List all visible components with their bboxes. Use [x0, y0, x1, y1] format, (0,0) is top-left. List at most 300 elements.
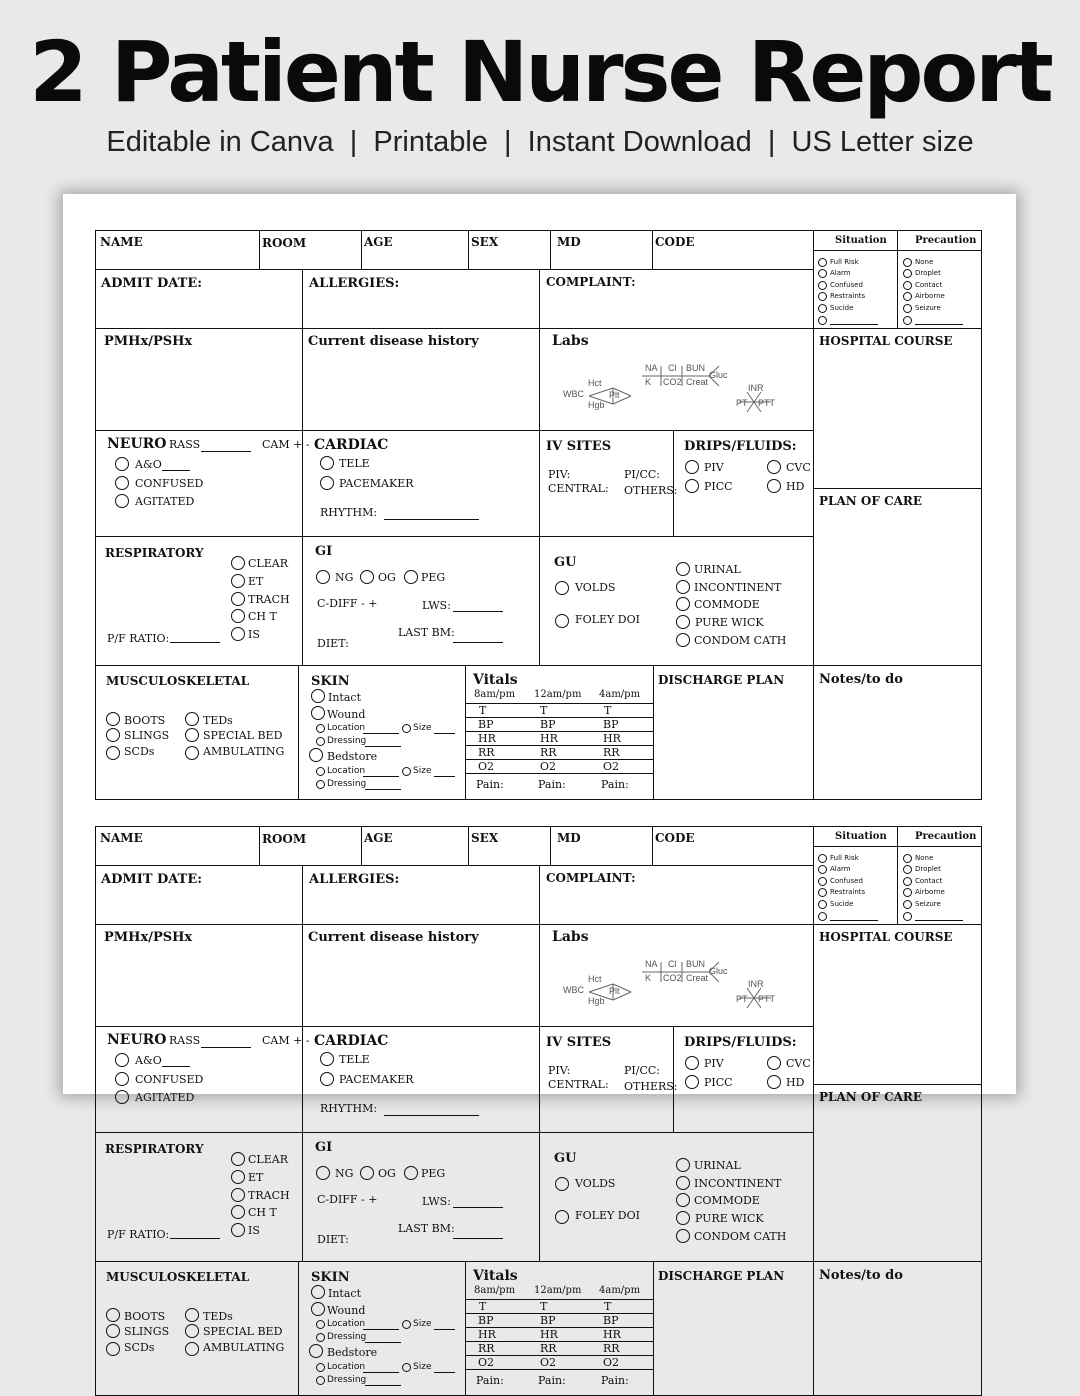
musculo-option: AMBULATING [203, 1341, 285, 1354]
hospital-course-label: HOSPITAL COURSE [819, 334, 953, 348]
wound-dressing-label: Dressing [327, 1332, 367, 1342]
drips-option: PIV [704, 461, 724, 474]
bedstore-size-label: Size [413, 1362, 432, 1372]
vitals-o2[interactable]: O2 [603, 1356, 620, 1369]
musculoskeletal-label: MUSCULOSKELETAL [106, 1270, 250, 1284]
vitals-o2[interactable]: O2 [478, 1356, 495, 1369]
musculo-special-bed-radio[interactable] [185, 728, 199, 742]
gu-option: INCONTINENT [694, 1177, 782, 1190]
drips-picc-radio[interactable] [685, 1075, 699, 1089]
vitals-rr[interactable]: RR [603, 746, 620, 759]
gi-option: OG [378, 1167, 396, 1180]
rass-field[interactable] [201, 1047, 251, 1048]
vitals-row-line [465, 1299, 654, 1300]
page-title: 2 Patient Nurse Report [29, 23, 1051, 121]
resp-clear-radio[interactable] [231, 1152, 245, 1166]
bedstore-size-radio[interactable] [402, 767, 411, 776]
vitals-time: 8am/pm [474, 1285, 516, 1296]
musculo-scds-radio[interactable] [106, 1342, 120, 1356]
musculo-slings-radio[interactable] [106, 728, 120, 742]
precaution-radio-other[interactable] [903, 912, 912, 921]
precaution-radio[interactable] [903, 865, 912, 874]
gi-label: GI [315, 1140, 333, 1155]
cam-label: CAM + - [262, 1034, 310, 1047]
bedstore-location-radio[interactable] [316, 767, 325, 776]
precaution-radio[interactable] [903, 888, 912, 897]
gu-option: URINAL [694, 563, 741, 576]
diet-label: DIET: [317, 1233, 349, 1246]
situation-radio[interactable] [818, 865, 827, 874]
musculo-option: SCDs [124, 1341, 155, 1354]
bedstore-location-label: Location [327, 1362, 366, 1372]
situation-radio-other[interactable] [818, 912, 827, 921]
name-label: NAME [100, 831, 143, 845]
drips-option: PIV [704, 1057, 724, 1070]
vitals-rr[interactable]: RR [540, 1342, 557, 1355]
complaint-label: COMPLAINT: [546, 275, 636, 289]
vitals-rr[interactable]: RR [603, 1342, 620, 1355]
code-label: CODE [655, 235, 695, 249]
precaution-other-line[interactable] [915, 324, 963, 325]
wound-size-radio[interactable] [402, 1320, 411, 1329]
wound-size-radio[interactable] [402, 724, 411, 733]
lab-bun: BUN [686, 363, 706, 373]
vitals-label: Vitals [473, 1268, 518, 1284]
cardiac-label: CARDIAC [314, 437, 389, 453]
vitals-pain[interactable]: Pain: [601, 1374, 629, 1387]
gu-foley-radio[interactable] [555, 1210, 569, 1224]
skin-bedstore-label: Bedstore [327, 750, 378, 763]
respiratory-label: RESPIRATORY [105, 546, 204, 560]
skin-intact-radio[interactable] [311, 689, 325, 703]
drips-piv-radio[interactable] [685, 1056, 699, 1070]
piv-label: PIV: [548, 468, 571, 481]
hospital-course-label: HOSPITAL COURSE [819, 930, 953, 944]
drips-option: HD [786, 1076, 805, 1089]
skin-wound-radio[interactable] [311, 706, 325, 720]
situation-radio[interactable] [818, 877, 827, 886]
neuro-confused-radio[interactable] [115, 1072, 129, 1086]
vitals-rr[interactable]: RR [478, 746, 495, 759]
bedstore-dressing-field[interactable] [365, 789, 401, 790]
vitals-row-line [465, 1369, 654, 1370]
situation-radio[interactable] [818, 854, 827, 863]
labs-label: Labs [552, 929, 589, 945]
precaution-other-line[interactable] [915, 920, 963, 921]
gi-og-radio[interactable] [360, 1166, 374, 1180]
wound-location-radio[interactable] [316, 1320, 325, 1329]
cdiff-label: C-DIFF - + [317, 1193, 378, 1206]
musculo-boots-radio[interactable] [106, 1308, 120, 1322]
notes-label: Notes/to do [819, 1268, 903, 1283]
drips-option: PICC [704, 1076, 733, 1089]
vitals-rr[interactable]: RR [540, 746, 557, 759]
allergies-label: ALLERGIES: [309, 276, 400, 291]
situation-radio[interactable] [818, 304, 827, 313]
gi-option: PEG [421, 1167, 446, 1180]
cam-label: CAM + - [262, 438, 310, 451]
lab-na: NA [645, 959, 658, 969]
drips-cvc-radio[interactable] [767, 1056, 781, 1070]
situation-option: Full Risk [830, 258, 859, 266]
gu-incontinent-radio[interactable] [676, 1176, 690, 1190]
gu-label: GU [554, 1151, 577, 1166]
cardiac-pacemaker-radio[interactable] [320, 476, 334, 490]
lws-label: LWS: [422, 599, 451, 612]
precaution-radio[interactable] [903, 269, 912, 278]
skin-wound-label: Wound [327, 1304, 366, 1317]
diet-label: DIET: [317, 637, 349, 650]
vitals-bp[interactable]: BP [540, 718, 556, 731]
drips-label: DRIPS/FLUIDS: [684, 1035, 797, 1050]
gi-og-radio[interactable] [360, 570, 374, 584]
precaution-radio[interactable] [903, 304, 912, 313]
musculoskeletal-label: MUSCULOSKELETAL [106, 674, 250, 688]
resp-trach-radio[interactable] [231, 1188, 245, 1202]
gu-option: PURE WICK [695, 1212, 764, 1225]
vitals-t[interactable]: T [604, 1300, 612, 1313]
lab-k: K [645, 973, 652, 983]
wound-size-label: Size [413, 723, 432, 733]
musculo-ambulating-radio[interactable] [185, 746, 199, 760]
vitals-t[interactable]: T [540, 704, 548, 717]
cardiac-pacemaker-radio[interactable] [320, 1072, 334, 1086]
cardiac-option: TELE [339, 1053, 370, 1066]
plan-of-care-cell[interactable] [813, 488, 982, 666]
precaution-option: Droplet [915, 865, 941, 873]
lab-pt: PT [736, 398, 748, 408]
skin-bedstore-radio[interactable] [309, 1344, 323, 1358]
central-label: CENTRAL: [548, 482, 609, 495]
wound-size-field[interactable] [434, 1329, 455, 1330]
situation-title: Situation [835, 235, 887, 246]
lab-creat: Creat [686, 973, 709, 983]
resp-cht-radio[interactable] [231, 1205, 245, 1219]
gu-condom-cath-radio[interactable] [676, 633, 690, 647]
vitals-hr[interactable]: HR [478, 1328, 496, 1341]
lws-field[interactable] [453, 611, 503, 612]
skin-label: SKIN [311, 1270, 350, 1285]
resp-option: CH T [248, 1206, 277, 1219]
vitals-hr[interactable]: HR [478, 732, 496, 745]
precaution-option: Airborne [915, 292, 945, 300]
lab-creat: Creat [686, 377, 709, 387]
resp-option: TRACH [248, 1189, 290, 1202]
musculo-teds-radio[interactable] [185, 712, 199, 726]
resp-option: ET [248, 575, 264, 588]
situation-radio[interactable] [818, 258, 827, 267]
complaint-label: COMPLAINT: [546, 871, 636, 885]
gu-condom-cath-radio[interactable] [676, 1229, 690, 1243]
skin-intact-label: Intact [328, 691, 361, 704]
neuro-ao-radio[interactable] [115, 457, 129, 471]
gu-volds-radio[interactable] [555, 1177, 569, 1191]
wound-dressing-field[interactable] [365, 1342, 401, 1343]
bedstore-dressing-label: Dressing [327, 1375, 367, 1385]
musculo-special-bed-radio[interactable] [185, 1324, 199, 1338]
precaution-radio[interactable] [903, 900, 912, 909]
gu-option: PURE WICK [695, 616, 764, 629]
precaution-radio[interactable] [903, 854, 912, 863]
bedstore-location-field[interactable] [363, 776, 399, 777]
bedstore-dressing-radio[interactable] [316, 1376, 325, 1385]
lab-hgb: Hgb [588, 400, 605, 410]
vitals-pain[interactable]: Pain: [538, 1374, 566, 1387]
situation-option: Full Risk [830, 854, 859, 862]
vitals-hr[interactable]: HR [540, 1328, 558, 1341]
gi-option: PEG [421, 571, 446, 584]
situation-radio[interactable] [818, 900, 827, 909]
discharge-plan-label: DISCHARGE PLAN [658, 673, 785, 687]
lab-cl: Cl [668, 363, 677, 373]
vitals-t[interactable]: T [540, 1300, 548, 1313]
cardiac-tele-radio[interactable] [320, 456, 334, 470]
vitals-time: 12am/pm [534, 689, 582, 700]
drips-cvc-radio[interactable] [767, 460, 781, 474]
lws-field[interactable] [453, 1207, 503, 1208]
situation-radio[interactable] [818, 269, 827, 278]
lab-inr: INR [748, 383, 764, 393]
vitals-bp[interactable]: BP [603, 1314, 619, 1327]
situation-option: Sucide [830, 304, 854, 312]
bedstore-size-field[interactable] [434, 776, 455, 777]
resp-et-radio[interactable] [231, 1170, 245, 1184]
vitals-pain[interactable]: Pain: [476, 778, 504, 791]
drips-option: HD [786, 480, 805, 493]
drips-hd-radio[interactable] [767, 479, 781, 493]
cardiac-tele-radio[interactable] [320, 1052, 334, 1066]
gu-purewick-radio[interactable] [676, 1211, 690, 1225]
precaution-radio-other[interactable] [903, 316, 912, 325]
lab-gluc: Gluc [709, 370, 728, 380]
bedstore-size-radio[interactable] [402, 1363, 411, 1372]
rhythm-field[interactable] [384, 519, 479, 520]
precaution-option: None [915, 854, 934, 862]
neuro-label: NEURO [107, 1032, 167, 1048]
ao-field[interactable] [162, 1066, 190, 1067]
situation-option: Alarm [830, 269, 851, 277]
neuro-option: AGITATED [135, 1091, 195, 1104]
wound-dressing-field[interactable] [365, 746, 401, 747]
musculo-option: BOOTS [124, 1310, 166, 1323]
skin-intact-radio[interactable] [311, 1285, 325, 1299]
bedstore-location-label: Location [327, 766, 366, 776]
musculo-option: TEDs [203, 714, 233, 727]
gu-commode-radio[interactable] [676, 597, 690, 611]
resp-option: CH T [248, 610, 277, 623]
neuro-ao-radio[interactable] [115, 1053, 129, 1067]
pf-ratio-field[interactable] [170, 1238, 220, 1239]
last-bm-field[interactable] [453, 642, 503, 643]
precaution-option: Contact [915, 877, 943, 885]
lab-cl: Cl [668, 959, 677, 969]
gu-volds-radio[interactable] [555, 581, 569, 595]
resp-et-radio[interactable] [231, 574, 245, 588]
wound-dressing-radio[interactable] [316, 1333, 325, 1342]
gu-foley-radio[interactable] [555, 614, 569, 628]
wound-location-field[interactable] [363, 1329, 399, 1330]
lab-co2: CO2 [663, 377, 682, 387]
rhythm-label: RHYTHM: [320, 506, 378, 519]
rhythm-field[interactable] [384, 1115, 479, 1116]
bedstore-dressing-radio[interactable] [316, 780, 325, 789]
bedstore-size-label: Size [413, 766, 432, 776]
neuro-option: A&O [135, 1054, 162, 1067]
musculo-slings-radio[interactable] [106, 1324, 120, 1338]
resp-is-radio[interactable] [231, 1223, 245, 1237]
md-label: MD [557, 235, 581, 249]
musculo-option: SPECIAL BED [203, 729, 283, 742]
gu-purewick-radio[interactable] [676, 615, 690, 629]
wound-size-field[interactable] [434, 733, 455, 734]
precaution-radio[interactable] [903, 281, 912, 290]
vitals-rr[interactable]: RR [478, 1342, 495, 1355]
rass-field[interactable] [201, 451, 251, 452]
situation-other-line[interactable] [830, 920, 878, 921]
gu-label: GU [554, 555, 577, 570]
vitals-bp[interactable]: BP [478, 1314, 494, 1327]
disease-history-label: Current disease history [308, 930, 479, 945]
vitals-bp[interactable]: BP [603, 718, 619, 731]
drips-hd-radio[interactable] [767, 1075, 781, 1089]
skin-bedstore-radio[interactable] [309, 748, 323, 762]
last-bm-label: LAST BM: [398, 1222, 455, 1235]
neuro-agitated-radio[interactable] [115, 1090, 129, 1104]
resp-option: CLEAR [248, 1153, 288, 1166]
gi-peg-radio[interactable] [404, 1166, 418, 1180]
bedstore-dressing-field[interactable] [365, 1385, 401, 1386]
bedstore-size-field[interactable] [434, 1372, 455, 1373]
vitals-bp[interactable]: BP [478, 718, 494, 731]
skin-wound-radio[interactable] [311, 1302, 325, 1316]
precaution-option: Droplet [915, 269, 941, 277]
neuro-option: AGITATED [135, 495, 195, 508]
drips-piv-radio[interactable] [685, 460, 699, 474]
resp-cht-radio[interactable] [231, 609, 245, 623]
gu-option: FOLEY DOI [575, 613, 640, 626]
gi-label: GI [315, 544, 333, 559]
wound-dressing-radio[interactable] [316, 737, 325, 746]
precaution-radio[interactable] [903, 292, 912, 301]
vitals-pain[interactable]: Pain: [601, 778, 629, 791]
resp-option: ET [248, 1171, 264, 1184]
precaution-radio[interactable] [903, 258, 912, 267]
lab-bun: BUN [686, 959, 706, 969]
situation-title: Situation [835, 831, 887, 842]
cardiac-label: CARDIAC [314, 1033, 389, 1049]
neuro-confused-radio[interactable] [115, 476, 129, 490]
gu-option: COMMODE [694, 1194, 760, 1207]
sex-label: SEX [471, 831, 499, 845]
gu-option: URINAL [694, 1159, 741, 1172]
plan-of-care-label: PLAN OF CARE [819, 1090, 923, 1104]
vitals-pain[interactable]: Pain: [538, 778, 566, 791]
vitals-t[interactable]: T [604, 704, 612, 717]
gu-commode-radio[interactable] [676, 1193, 690, 1207]
hospital-course-cell[interactable] [813, 328, 982, 489]
plan-of-care-cell[interactable] [813, 1084, 982, 1262]
allergies-label: ALLERGIES: [309, 872, 400, 887]
gu-urinal-radio[interactable] [676, 1158, 690, 1172]
bedstore-location-radio[interactable] [316, 1363, 325, 1372]
situation-option: Sucide [830, 900, 854, 908]
cardiac-option: PACEMAKER [339, 1073, 414, 1086]
resp-is-radio[interactable] [231, 627, 245, 641]
vitals-hr[interactable]: HR [540, 732, 558, 745]
lws-label: LWS: [422, 1195, 451, 1208]
musculo-boots-radio[interactable] [106, 712, 120, 726]
lab-inr: INR [748, 979, 764, 989]
gu-option: VOLDS [575, 581, 616, 594]
resp-trach-radio[interactable] [231, 592, 245, 606]
musculo-teds-radio[interactable] [185, 1308, 199, 1322]
situation-radio[interactable] [818, 292, 827, 301]
skin-intact-label: Intact [328, 1287, 361, 1300]
bedstore-location-field[interactable] [363, 1372, 399, 1373]
rass-label: RASS [169, 438, 201, 451]
situation-option: Restraints [830, 292, 866, 300]
others-label: OTHERS: [624, 484, 678, 497]
hospital-course-cell[interactable] [813, 924, 982, 1085]
situation-radio[interactable] [818, 888, 827, 897]
neuro-option: CONFUSED [135, 1073, 204, 1086]
musculo-ambulating-radio[interactable] [185, 1342, 199, 1356]
vitals-t[interactable]: T [479, 1300, 487, 1313]
gu-incontinent-radio[interactable] [676, 580, 690, 594]
wound-location-radio[interactable] [316, 724, 325, 733]
vitals-t[interactable]: T [479, 704, 487, 717]
precaution-option: None [915, 258, 934, 266]
vitals-pain[interactable]: Pain: [476, 1374, 504, 1387]
notes-label: Notes/to do [819, 672, 903, 687]
skin-label: SKIN [311, 674, 350, 689]
lab-pt: PT [736, 994, 748, 1004]
bedstore-dressing-label: Dressing [327, 779, 367, 789]
precaution-radio[interactable] [903, 877, 912, 886]
gi-ng-radio[interactable] [316, 570, 330, 584]
situation-other-line[interactable] [830, 324, 878, 325]
resp-clear-radio[interactable] [231, 556, 245, 570]
lab-wbc: WBC [563, 985, 584, 995]
vitals-o2[interactable]: O2 [478, 760, 495, 773]
ao-field[interactable] [162, 470, 190, 471]
vitals-o2[interactable]: O2 [540, 1356, 557, 1369]
gu-urinal-radio[interactable] [676, 562, 690, 576]
plan-of-care-label: PLAN OF CARE [819, 494, 923, 508]
musculo-scds-radio[interactable] [106, 746, 120, 760]
sex-label: SEX [471, 235, 499, 249]
resp-option: CLEAR [248, 557, 288, 570]
gi-ng-radio[interactable] [316, 1166, 330, 1180]
vitals-bp[interactable]: BP [540, 1314, 556, 1327]
vitals-hr[interactable]: HR [603, 732, 621, 745]
vitals-hr[interactable]: HR [603, 1328, 621, 1341]
vitals-o2[interactable]: O2 [540, 760, 557, 773]
precaution-option: Contact [915, 281, 943, 289]
last-bm-field[interactable] [453, 1238, 503, 1239]
wound-location-field[interactable] [363, 733, 399, 734]
drips-picc-radio[interactable] [685, 479, 699, 493]
vitals-o2[interactable]: O2 [603, 760, 620, 773]
situation-radio[interactable] [818, 281, 827, 290]
others-label: OTHERS: [624, 1080, 678, 1093]
gi-peg-radio[interactable] [404, 570, 418, 584]
situation-radio-other[interactable] [818, 316, 827, 325]
neuro-agitated-radio[interactable] [115, 494, 129, 508]
pf-ratio-label: P/F RATIO: [107, 1228, 170, 1241]
pf-ratio-field[interactable] [170, 642, 220, 643]
gi-option: NG [335, 1167, 354, 1180]
